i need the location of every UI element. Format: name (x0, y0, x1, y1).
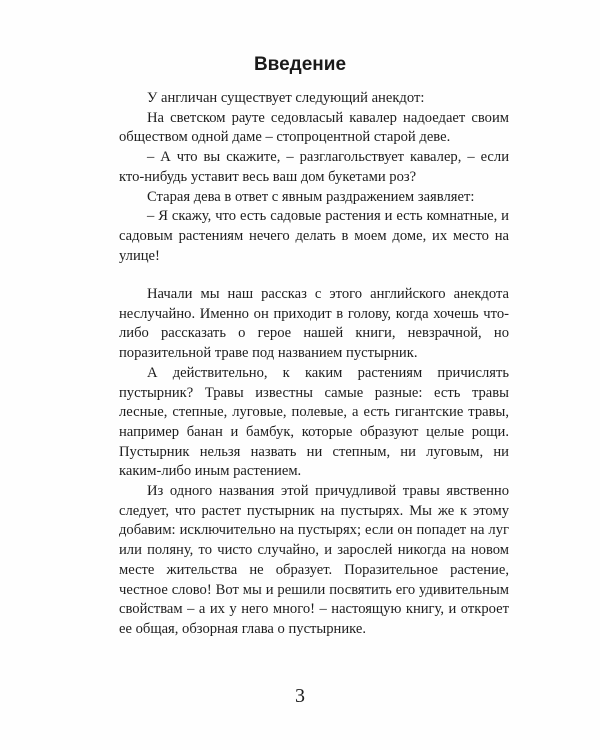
anecdote-paragraph: – Я скажу, что есть садовые растения и есть комнатные, и садовым растениям нечего делать в моем доме, их место на улице! (119, 208, 509, 264)
body-paragraph: А действительно, к каким растениям причислять пустырник? Травы известны самые разные: есть травы лесные, степные, луговые, полевые, а есть гигантские травы, например банан и бамбук, которые образуют целые рощи. Пустырник нельзя назвать ни степным, ни луговым, ни каким-либо иным растением. (119, 364, 509, 480)
anecdote-block (119, 89, 509, 266)
page-number: 3 (295, 685, 305, 707)
anecdote-paragraph: У англичан существует следующий анекдот: (147, 90, 425, 106)
anecdote-paragraph: На светском рауте седовласый кавалер надоедает своим обществом одной даме – стопроцентной старой деве. (119, 109, 509, 146)
body-paragraph: Из одного названия этой причудливой травы явственно следует, что растет пустырник на пустырях. Мы же к этому добавим: исключительно на пустырях; если он попадет на луг или поляну, то чисто случайно, и зарослей никогда на новом месте жительства не образует. Поразительное растение, честное слово! Вот мы и решили посвятить его удивительным свойствам – а их у него много! – настоящую книгу, и откроет ее общая, обзорная глава о пустырнике. (119, 483, 509, 637)
page-title: Введение (253, 54, 347, 75)
anecdote-paragraph: Старая дева в ответ с явным раздражением заявляет: (147, 188, 475, 205)
main-text-block (119, 285, 509, 640)
body-paragraph: Начали мы наш рассказ с этого английского анекдота неслучайно. Именно он приходит в голову, когда хочешь что-либо рассказать о герое нашей книги, невзрачной, но поразительной траве под названием пустырник. (119, 286, 509, 362)
anecdote-paragraph: – А что вы скажите, – разглагольствует кавалер, – если кто-нибудь уставит весь ваш дом букетами роз? (119, 149, 509, 185)
